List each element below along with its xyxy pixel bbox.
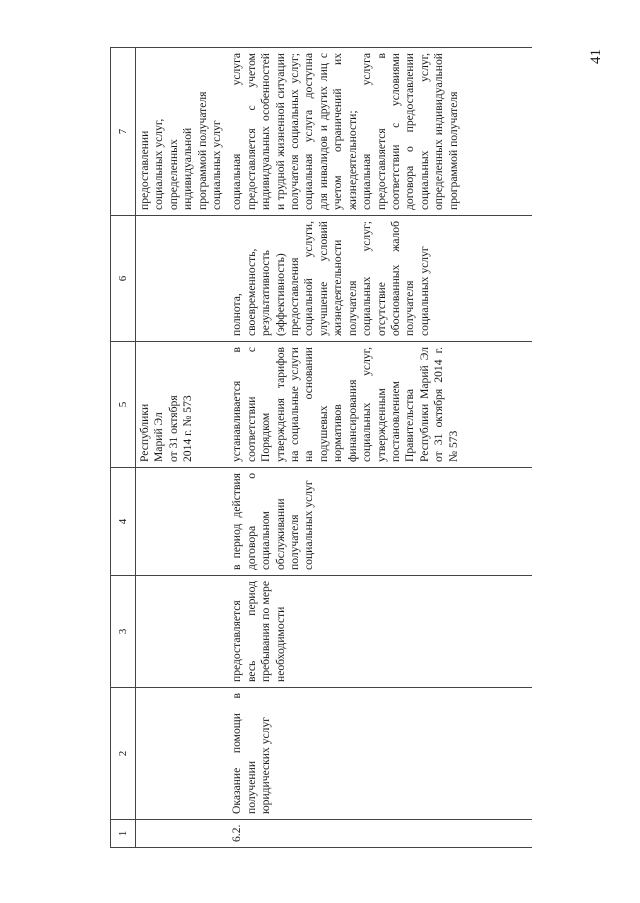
cont-cell-1	[136, 820, 227, 848]
header-col-2: 2	[111, 688, 136, 820]
page-number: 41	[588, 49, 604, 64]
service-volume: в период действия договора о социальном обслуживании получателя социальных услуг	[226, 468, 532, 576]
cont-tariff-text: Республики Марий Эл от 31 октября 2014 г. № 573	[136, 342, 227, 468]
cont-cell-2	[136, 688, 227, 820]
quality-indicators: полнота, своевременность, результативность (эффективность) предоставления социальной услуги, улучшение условий жизнедеятельности получателя социальных услуг; отсутствие обоснованных жалоб получателя социальных услуг	[226, 216, 532, 342]
cont-cell-4	[136, 468, 227, 576]
header-col-6: 6	[111, 216, 136, 342]
service-name: Оказание помощи в получении юридических услуг	[226, 688, 532, 820]
continuation-row	[136, 48, 227, 848]
header-col-3: 3	[111, 576, 136, 688]
cont-cell-3	[136, 576, 227, 688]
table-row-6-2	[226, 48, 532, 848]
header-col-1: 1	[111, 820, 136, 848]
row-number: 6.2.	[226, 820, 532, 848]
service-timing: предоставляется весь период пребывания по мере необходимости	[226, 576, 532, 688]
header-row	[111, 48, 136, 848]
services-table	[110, 47, 532, 848]
cont-conditions-text: предоставлении социальных услуг, определенных индивидуальной программой получателя социальных услуг	[136, 48, 227, 216]
cont-cell-6	[136, 216, 227, 342]
header-col-5: 5	[111, 342, 136, 468]
service-conditions: социальная услуга предоставляется с учетом индивидуальных особенностей и трудной жизненной ситуации получателя социальных услуг; социальная услуга доступна для инвалидов и других лиц с учетом ограничений их жизнедеятельности; социальная услуга предоставляется в соответствии с условиями договора о предоставлении социальных услуг, определенных индивидуальной программой получателя	[226, 48, 532, 216]
rotated-table-wrapper	[110, 48, 520, 848]
header-col-4: 4	[111, 468, 136, 576]
header-col-7: 7	[111, 48, 136, 216]
service-tariff: устанавливается в соответствии с Порядком утверждения тарифов на социальные услуги на основании подушевых нормативов финансирования социальных услуг, утвержденным постановлением Правительства Республики Марий Эл от 31 октября 2014 г. № 573	[226, 342, 532, 468]
